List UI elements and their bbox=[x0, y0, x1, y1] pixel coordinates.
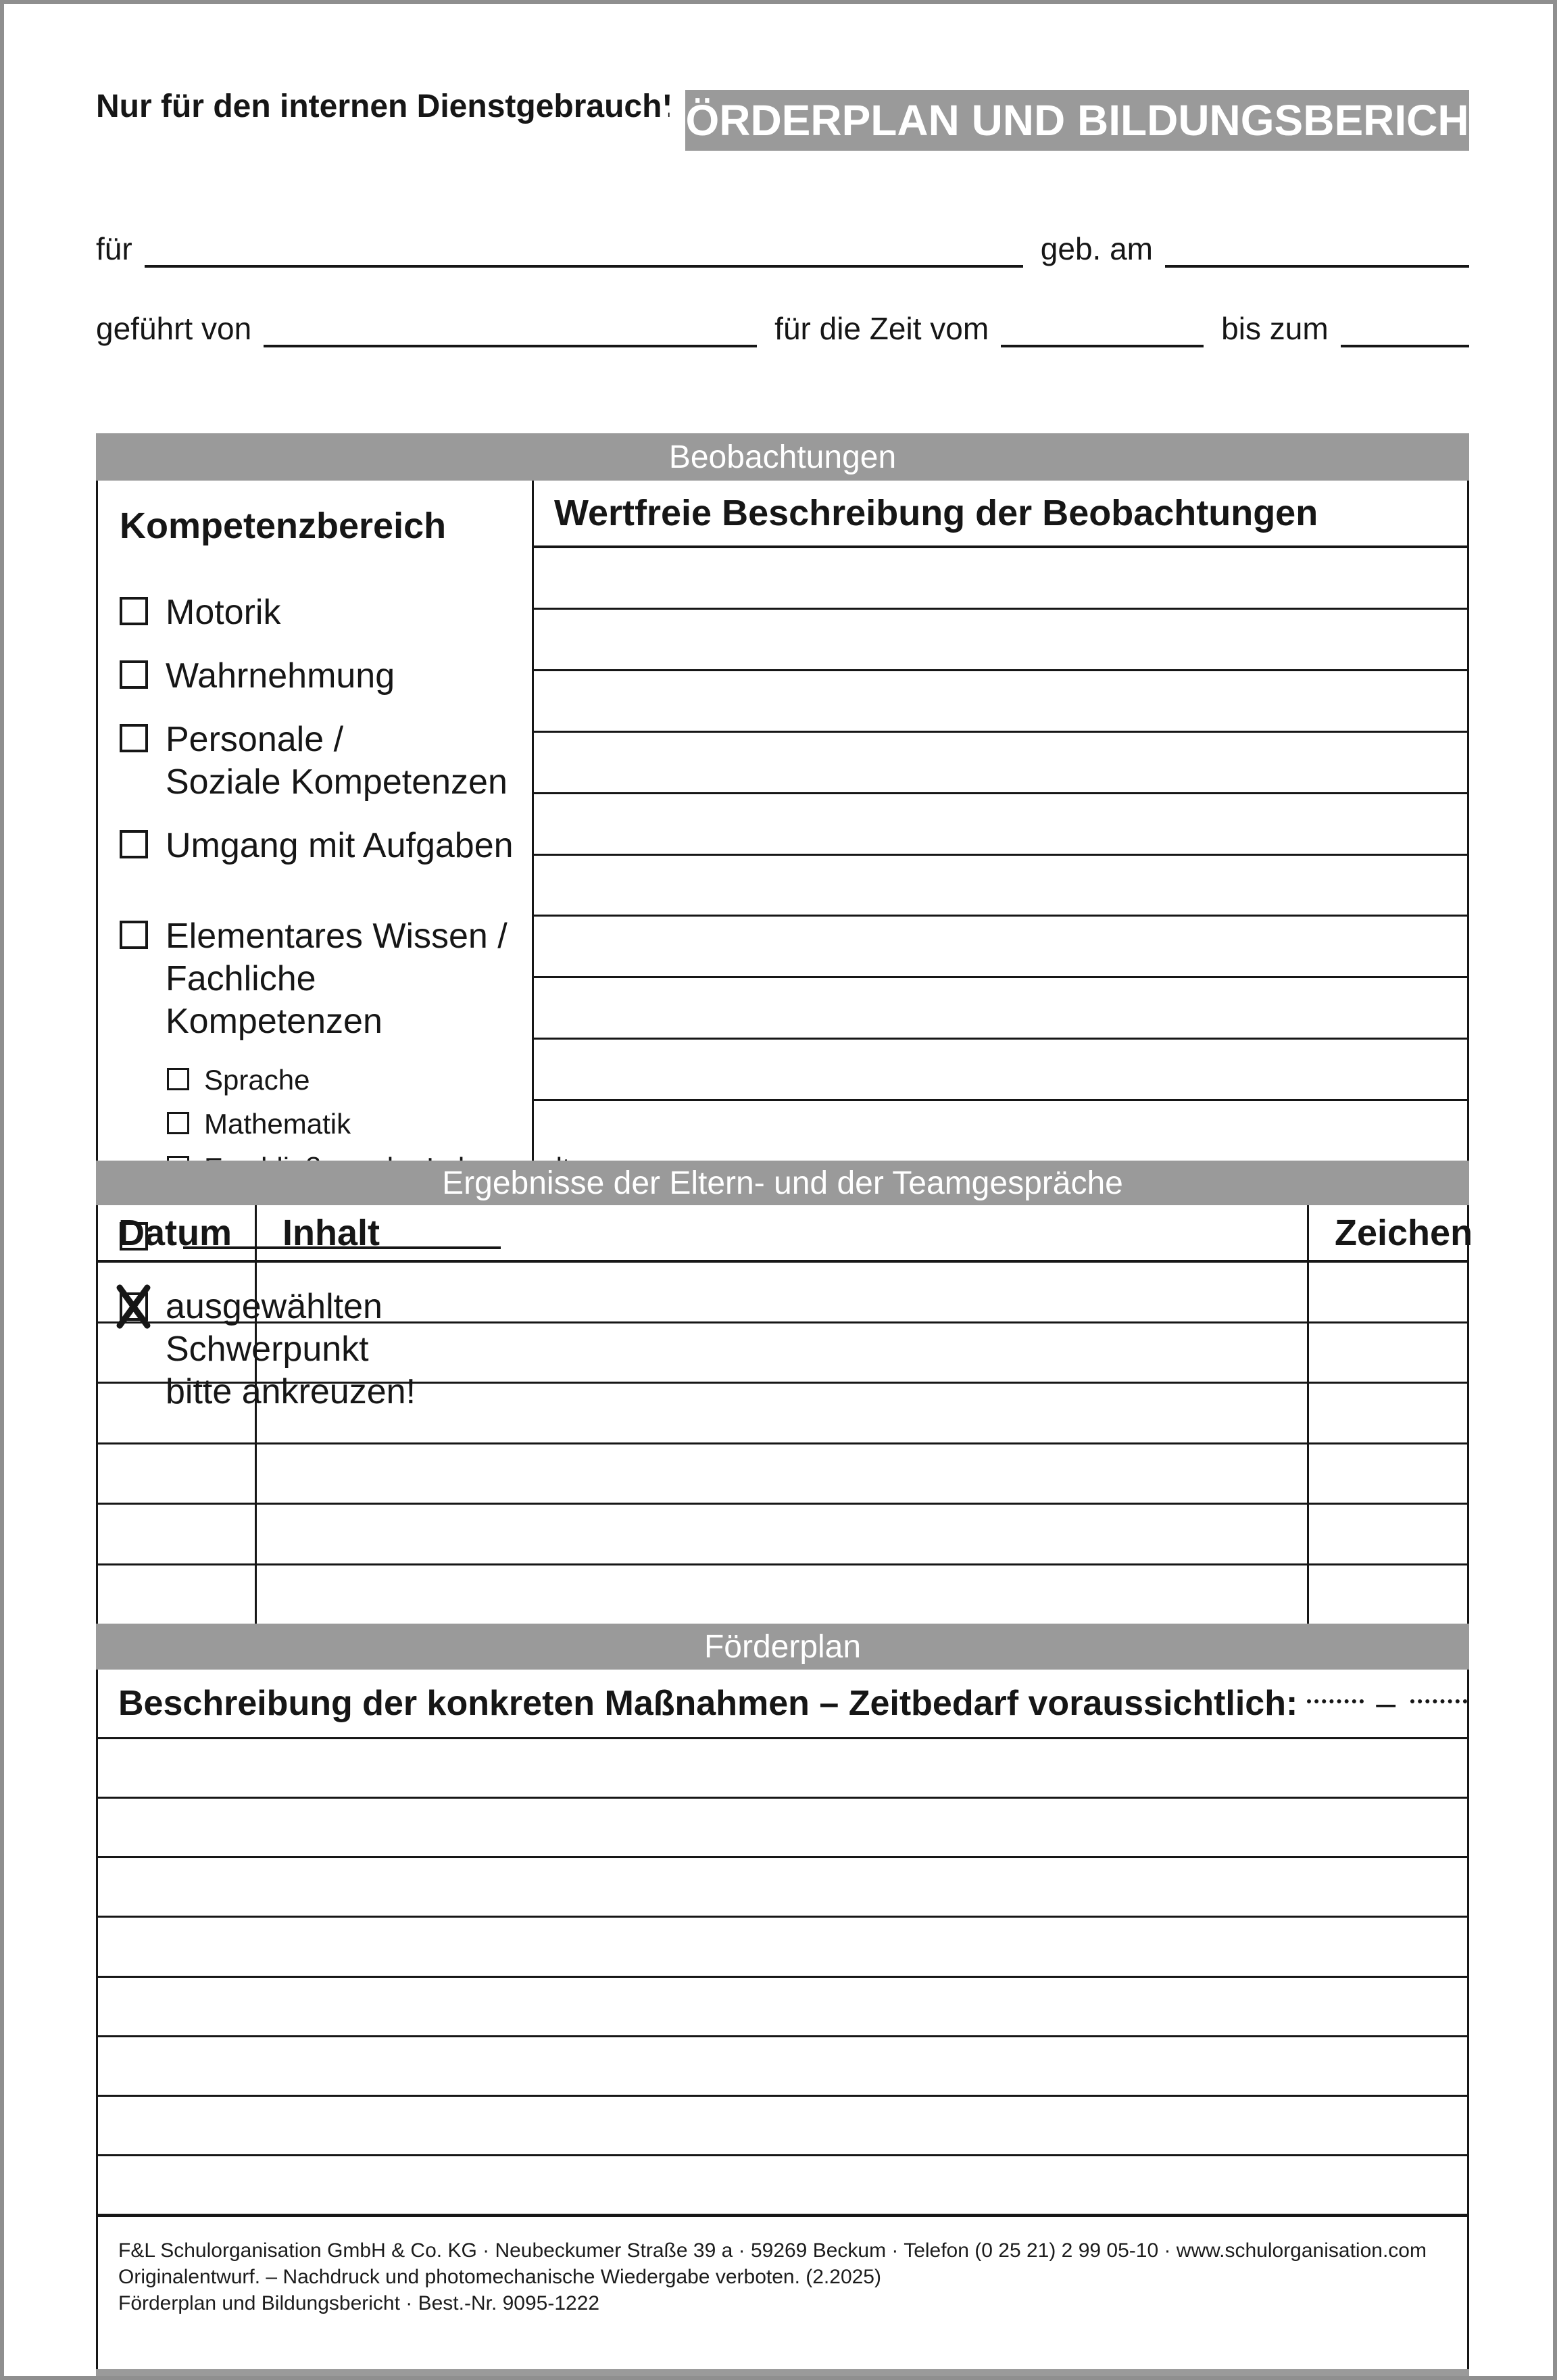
column-header-date: Datum bbox=[98, 1205, 257, 1260]
meetings-table-row[interactable] bbox=[98, 1323, 1467, 1384]
for-field-line[interactable] bbox=[145, 230, 1023, 268]
sub-checkbox-label: Sprache bbox=[204, 1064, 310, 1096]
period-to-label: bis zum bbox=[1221, 311, 1329, 346]
checkbox-wahrnehmung[interactable] bbox=[120, 660, 148, 689]
meetings-table-row[interactable] bbox=[98, 1263, 1467, 1323]
checkbox-item-umgang-mit-aufgaben bbox=[120, 825, 518, 867]
checkbox-label-line2: Soziale Kompetenzen bbox=[166, 762, 508, 802]
content-cell[interactable] bbox=[257, 1505, 1309, 1563]
support-plan-row[interactable] bbox=[98, 1739, 1467, 1799]
checkbox-motorik[interactable] bbox=[120, 597, 148, 625]
sub-checkbox-label: Mathematik bbox=[204, 1108, 351, 1140]
meetings-table-header bbox=[98, 1205, 1473, 1263]
content-cell[interactable] bbox=[257, 1384, 1309, 1442]
checkbox-label: Wahrnehmung bbox=[166, 656, 395, 696]
observation-description-header: Wertfreie Beschreibung der Beobachtungen bbox=[534, 481, 1467, 548]
checkbox-label: Umgang mit Aufgaben bbox=[166, 826, 514, 865]
checkbox-item-wahrnehmung bbox=[120, 655, 518, 698]
observation-row[interactable] bbox=[534, 1040, 1467, 1101]
checkbox-mathematik[interactable] bbox=[167, 1112, 189, 1134]
checkbox-label bbox=[166, 719, 508, 804]
column-header-sign: Zeichen bbox=[1335, 1212, 1473, 1253]
date-cell[interactable] bbox=[98, 1565, 257, 1624]
checkbox-elementares-wissen[interactable] bbox=[120, 921, 148, 949]
measures-description-row bbox=[98, 1670, 1467, 1739]
period-from-field-line[interactable] bbox=[1001, 310, 1204, 347]
period-from-label: für die Zeit vom bbox=[774, 311, 989, 346]
observation-row[interactable] bbox=[534, 856, 1467, 917]
support-plan-row[interactable] bbox=[98, 1978, 1467, 2037]
checkbox-label-line1: Elementares Wissen / bbox=[166, 917, 508, 956]
observations-section-bar bbox=[96, 433, 1469, 481]
observation-description-column bbox=[534, 481, 1467, 1161]
observation-row[interactable] bbox=[534, 610, 1467, 671]
for-label: für bbox=[96, 231, 132, 266]
meetings-table-row[interactable] bbox=[98, 1384, 1467, 1444]
student-row bbox=[96, 230, 1469, 268]
meetings-table-row[interactable] bbox=[98, 1505, 1467, 1565]
crossed-checkbox-icon bbox=[120, 1292, 148, 1321]
born-label: geb. am bbox=[1040, 231, 1153, 266]
form-body bbox=[96, 433, 1473, 2380]
form-title-bar bbox=[659, 90, 1496, 151]
checkbox-personale-soziale[interactable] bbox=[120, 724, 148, 752]
column-header-content: Inhalt bbox=[257, 1205, 1309, 1260]
checkbox-label-line1: Personale / bbox=[166, 720, 344, 759]
checkbox-label bbox=[166, 915, 518, 1043]
imprint-line-copyright: Originalentwurf. – Nachdruck und photomechanische Wiedergabe verboten. (2.2025) bbox=[118, 2266, 881, 2288]
support-plan-section-title: Förderplan bbox=[703, 1628, 862, 1665]
meetings-table-row[interactable] bbox=[98, 1565, 1467, 1624]
observation-rows bbox=[534, 548, 1467, 1161]
checkbox-label-line2: Fachliche Kompetenzen bbox=[166, 959, 382, 1041]
meetings-section-bar bbox=[96, 1161, 1469, 1205]
support-plan-row[interactable] bbox=[98, 2097, 1467, 2156]
mark-focus-note-line1: ausgewählten Schwerpunkt bbox=[166, 1287, 382, 1369]
content-cell[interactable] bbox=[257, 1263, 1309, 1321]
sign-cell[interactable] bbox=[1309, 1565, 1467, 1624]
date-cell[interactable] bbox=[98, 1323, 257, 1382]
observation-row[interactable] bbox=[534, 917, 1467, 978]
sign-cell[interactable] bbox=[1309, 1263, 1467, 1321]
form-title: FÖRDERPLAN UND BILDUNGSBERICHT bbox=[659, 96, 1496, 145]
sub-checkbox-item-sprache bbox=[167, 1064, 518, 1096]
internal-use-notice: Nur für den internen Dienstgebrauch! bbox=[96, 89, 673, 124]
sign-cell[interactable] bbox=[1309, 1323, 1467, 1382]
checkbox-item-elementares-wissen bbox=[120, 915, 518, 1043]
meetings-table-rows bbox=[98, 1263, 1467, 1624]
checkbox-sprache[interactable] bbox=[167, 1068, 189, 1090]
observation-row[interactable] bbox=[534, 794, 1467, 856]
mark-focus-note-line2: bitte ankreuzen! bbox=[166, 1372, 416, 1411]
content-cell[interactable] bbox=[257, 1565, 1309, 1624]
observation-row[interactable] bbox=[534, 671, 1467, 733]
meetings-section-title: Ergebnisse der Eltern- und der Teamgespräche bbox=[442, 1165, 1123, 1201]
date-cell[interactable] bbox=[98, 1384, 257, 1442]
date-cell[interactable] bbox=[98, 1444, 257, 1503]
content-cell[interactable] bbox=[257, 1444, 1309, 1503]
range-dash: – bbox=[1376, 1684, 1396, 1723]
time-to-dotted-field[interactable] bbox=[1410, 1699, 1467, 1703]
time-from-dotted-field[interactable] bbox=[1307, 1699, 1364, 1703]
date-cell[interactable] bbox=[98, 1505, 257, 1563]
observation-row[interactable] bbox=[534, 978, 1467, 1040]
observation-row[interactable] bbox=[534, 1101, 1467, 1161]
sign-cell[interactable] bbox=[1309, 1384, 1467, 1442]
bottom-gray-strip bbox=[96, 2369, 1469, 2380]
kept-by-field-line[interactable] bbox=[264, 310, 757, 347]
checkbox-umgang-mit-aufgaben[interactable] bbox=[120, 830, 148, 858]
observation-row[interactable] bbox=[534, 548, 1467, 610]
support-plan-row[interactable] bbox=[98, 1858, 1467, 1918]
sub-checkbox-item-mathematik bbox=[167, 1108, 518, 1140]
content-cell[interactable] bbox=[257, 1323, 1309, 1382]
imprint-line-order-number: Förderplan und Bildungsbericht · Best.-Nr. 9095-1222 bbox=[118, 2292, 600, 2314]
imprint bbox=[98, 2217, 1467, 2369]
imprint-line-publisher: F&L Schulorganisation GmbH & Co. KG · Neubeckumer Straße 39 a · 59269 Beckum · Telefon (0 25 21) 2 99 05-10 · www.schulorganisation.com bbox=[118, 2239, 1427, 2262]
observations-section-title: Beobachtungen bbox=[668, 439, 897, 475]
competence-column-header: Kompetenzbereich bbox=[120, 506, 447, 546]
meetings-table-row[interactable] bbox=[98, 1444, 1467, 1505]
observation-row[interactable] bbox=[534, 733, 1467, 794]
measures-description-label: Beschreibung der konkreten Maßnahmen – Zeitbedarf voraussichtlich: bbox=[118, 1684, 1298, 1723]
period-to-field-line[interactable] bbox=[1341, 310, 1469, 347]
support-plan-row[interactable] bbox=[98, 2037, 1467, 2097]
support-plan-row[interactable] bbox=[98, 1799, 1467, 1858]
checkbox-item-motorik bbox=[120, 591, 518, 634]
sign-cell[interactable] bbox=[1309, 1505, 1467, 1563]
sign-cell[interactable] bbox=[1309, 1444, 1467, 1503]
support-plan-section-bar bbox=[96, 1624, 1469, 1670]
support-plan-row[interactable] bbox=[98, 1918, 1467, 1977]
checkbox-label: Motorik bbox=[166, 593, 281, 632]
support-plan-rows bbox=[98, 1739, 1467, 2217]
kept-by-label: geführt von bbox=[96, 311, 252, 346]
support-plan-row[interactable] bbox=[98, 2156, 1467, 2217]
checkbox-item-personale-soziale bbox=[120, 719, 518, 804]
keeper-row bbox=[96, 310, 1469, 347]
born-field-line[interactable] bbox=[1165, 230, 1469, 268]
